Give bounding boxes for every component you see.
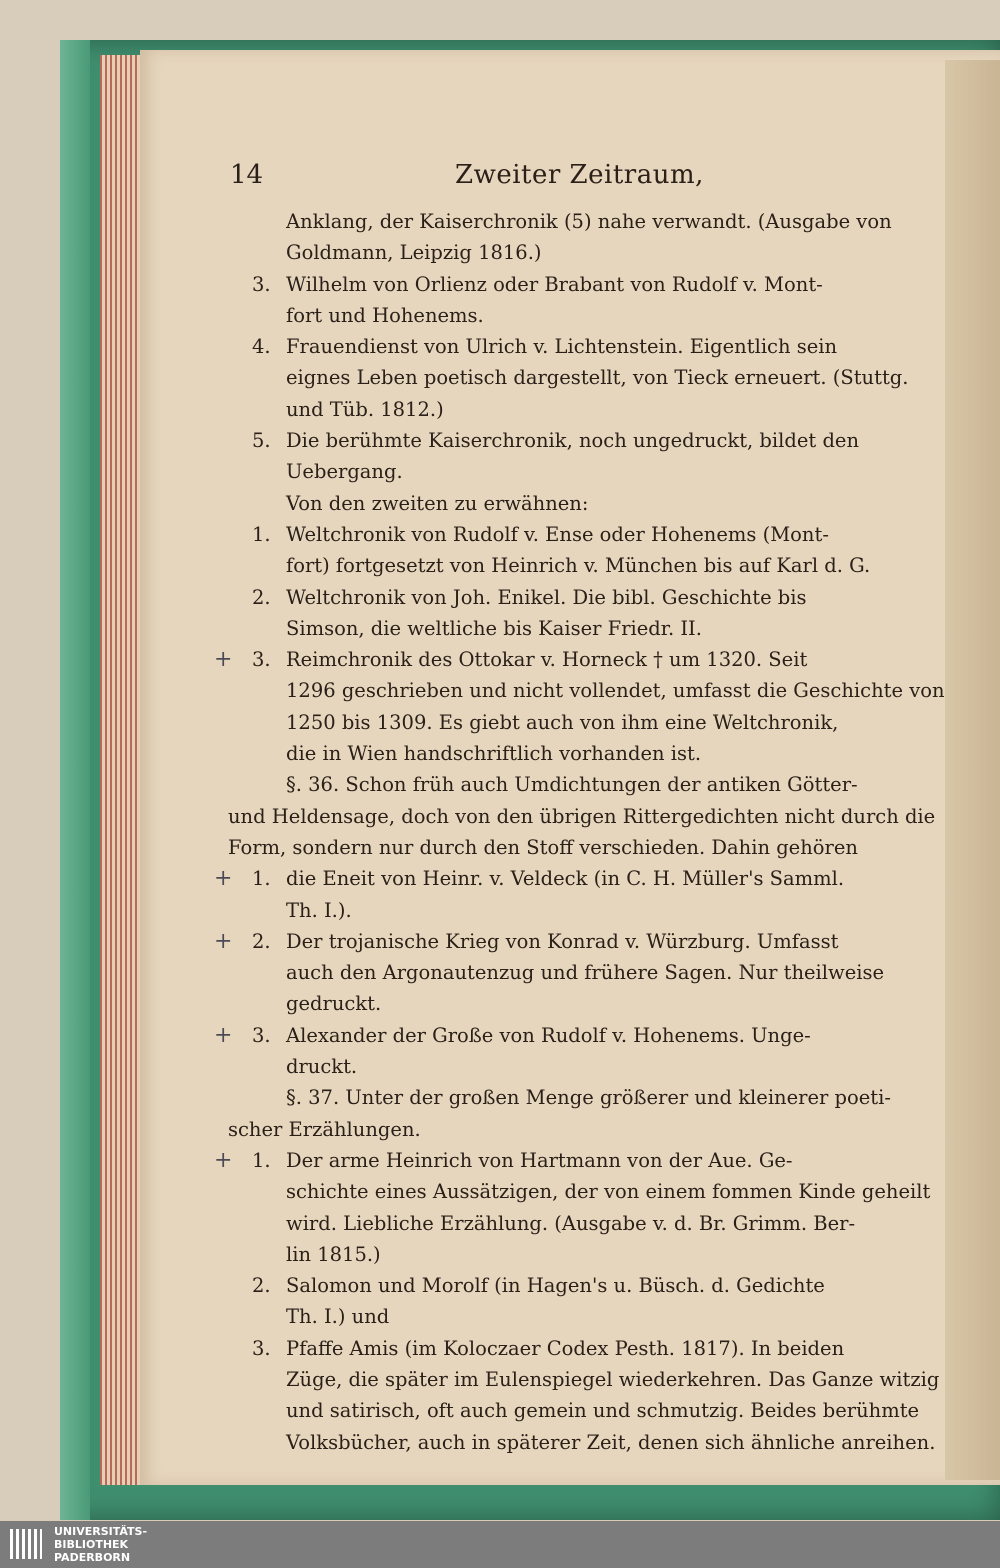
line-text: §. 37. Unter der großen Menge größerer und kleinerer poeti- <box>286 1086 891 1110</box>
text-line <box>228 1208 878 1239</box>
item-number: 2. <box>252 1274 271 1298</box>
logo-line-1: UNIVERSITÄTS- <box>54 1525 148 1538</box>
line-text: die in Wien handschriftlich vorhanden ist. <box>286 742 702 766</box>
line-text: Anklang, der Kaiserchronik (5) nahe verwandt. (Ausgabe von <box>286 210 892 233</box>
line-text: Der arme Heinrich von Hartmann von der Aue. Ge- <box>286 1148 793 1172</box>
line-text: Pfaffe Amis (im Koloczaer Codex Pesth. 1817). In beiden <box>286 1336 845 1360</box>
line-text: schichte eines Aussätzigen, der von einem fommen Kinde geheilt <box>286 1180 931 1204</box>
line-text: scher Erzählungen. <box>228 1117 421 1141</box>
line-text: die Eneit von Heinr. v. Veldeck (in C. H. Müller's Samml. <box>286 867 845 891</box>
line-text: Weltchronik von Joh. Enikel. Die bibl. Geschichte bis <box>286 585 807 609</box>
line-text: Wilhelm von Orlienz oder Brabant von Rudolf v. Mont- <box>286 272 823 296</box>
item-number: 1. <box>252 522 271 546</box>
text-line <box>228 1082 891 1113</box>
text-line <box>228 488 878 519</box>
line-text: Züge, die später im Eulenspiegel wiederkehren. Das Ganze witzig <box>286 1367 940 1391</box>
line-text: Simson, die weltliche bis Kaiser Friedr. II. <box>286 616 702 640</box>
page-number: 14 <box>230 160 264 190</box>
page-edges <box>100 55 145 1485</box>
item-number: 5. <box>252 429 271 453</box>
line-text: und satirisch, oft auch gemein und schmutzig. Beides berühmte <box>286 1399 920 1423</box>
text-line <box>228 1395 920 1426</box>
text-line <box>228 550 878 581</box>
page-header <box>230 160 880 200</box>
item-number: 2. <box>252 929 271 953</box>
text-line <box>228 237 878 268</box>
text-line <box>228 1176 931 1207</box>
text-line <box>228 1427 936 1458</box>
text-line <box>214 863 878 894</box>
line-text: auch den Argonautenzug und frühere Sagen. Nur theilweise <box>286 961 885 985</box>
text-line <box>228 832 878 863</box>
item-number: 1. <box>252 867 271 891</box>
line-text: und Tüb. 1812.) <box>286 397 444 421</box>
text-line <box>228 988 878 1019</box>
text-line <box>228 1270 878 1301</box>
library-logo-text <box>54 1525 147 1564</box>
text-line <box>214 644 878 675</box>
line-text: druckt. <box>286 1055 358 1079</box>
text-line <box>228 1364 940 1395</box>
margin-mark: + <box>214 866 233 892</box>
text-line <box>228 957 885 988</box>
text-line <box>228 738 878 769</box>
item-number: 4. <box>252 335 271 359</box>
text-line <box>228 425 878 456</box>
line-text: Volksbücher, auch in späterer Zeit, denen sich ähnliche anreihen. <box>286 1430 936 1454</box>
text-line <box>228 456 878 487</box>
text-line <box>228 269 878 300</box>
line-text: gedruckt. <box>286 992 382 1016</box>
line-text: fort) fortgesetzt von Heinrich v. München bis auf Karl d. G. <box>286 554 871 578</box>
line-text: wird. Liebliche Erzählung. (Ausgabe v. d. Br. Grimm. Ber- <box>286 1211 856 1235</box>
item-number: 2. <box>252 585 271 609</box>
text-line <box>228 1333 878 1364</box>
text-line <box>228 769 878 800</box>
line-text: Uebergang. <box>286 460 403 484</box>
line-text: Alexander der Große von Rudolf v. Hohenems. Unge- <box>286 1023 811 1047</box>
line-text: Die berühmte Kaiserchronik, noch ungedruckt, bildet den <box>286 429 860 453</box>
text-line <box>228 707 878 738</box>
line-text: 1250 bis 1309. Es giebt auch von ihm eine Weltchronik, <box>286 710 839 734</box>
text-line <box>228 801 936 832</box>
library-logo <box>0 1521 1000 1568</box>
item-number: 3. <box>252 1023 271 1047</box>
text-line <box>228 895 878 926</box>
text-line <box>214 1145 878 1176</box>
text-line <box>228 582 878 613</box>
line-text: fort und Hohenems. <box>286 303 484 327</box>
item-number: 3. <box>252 1336 271 1360</box>
line-text: Von den zweiten zu erwähnen: <box>286 491 589 515</box>
line-text: §. 36. Schon früh auch Umdichtungen der antiken Götter- <box>286 773 858 797</box>
library-logo-icon <box>10 1529 42 1559</box>
item-number: 1. <box>252 1148 271 1172</box>
line-text: Reimchronik des Ottokar v. Horneck † um 1320. Seit <box>286 648 808 672</box>
text-line <box>228 1051 878 1082</box>
text-line <box>228 519 878 550</box>
text-line <box>228 331 878 362</box>
item-number: 3. <box>252 272 271 296</box>
text-line <box>228 1114 878 1145</box>
cover-edge <box>60 40 90 1520</box>
text-line <box>228 1301 878 1332</box>
item-number: 3. <box>252 648 271 672</box>
logo-line-3: PADERBORN <box>54 1551 131 1564</box>
margin-mark: + <box>214 647 233 673</box>
text-line <box>228 362 909 393</box>
text-line <box>228 613 878 644</box>
line-text: Form, sondern nur durch den Stoff verschieden. Dahin gehören <box>228 835 858 859</box>
line-text: Weltchronik von Rudolf v. Ense oder Hohenems (Mont- <box>286 522 829 546</box>
line-text: Th. I.) und <box>286 1305 390 1329</box>
text-block <box>214 206 945 1458</box>
line-text: Goldmann, Leipzig 1816.) <box>286 241 542 265</box>
text-line <box>228 394 878 425</box>
text-line <box>228 675 945 706</box>
line-text: 1296 geschrieben und nicht vollendet, umfasst die Geschichte von <box>286 679 945 703</box>
line-text: Der trojanische Krieg von Konrad v. Würzburg. Umfasst <box>286 929 839 953</box>
line-text: lin 1815.) <box>286 1242 381 1266</box>
line-text: Salomon und Morolf (in Hagen's u. Büsch. d. Gedichte <box>286 1274 825 1298</box>
line-text: eignes Leben poetisch dargestellt, von Tieck erneuert. (Stuttg. <box>286 366 909 390</box>
line-text: und Heldensage, doch von den übrigen Rittergedichten nicht durch die <box>228 804 936 828</box>
text-line <box>228 206 892 237</box>
running-head: Zweiter Zeitraum, <box>455 160 704 190</box>
text-line <box>228 1239 878 1270</box>
margin-mark: + <box>214 928 233 954</box>
page-gutter <box>945 60 1000 1480</box>
text-line <box>228 300 878 331</box>
logo-line-2: BIBLIOTHEK <box>54 1538 129 1551</box>
text-line <box>214 1020 878 1051</box>
line-text: Th. I.). <box>286 898 352 922</box>
line-text: Frauendienst von Ulrich v. Lichtenstein. Eigentlich sein <box>286 335 838 359</box>
margin-mark: + <box>214 1022 233 1048</box>
text-line <box>214 926 878 957</box>
margin-mark: + <box>214 1147 233 1173</box>
